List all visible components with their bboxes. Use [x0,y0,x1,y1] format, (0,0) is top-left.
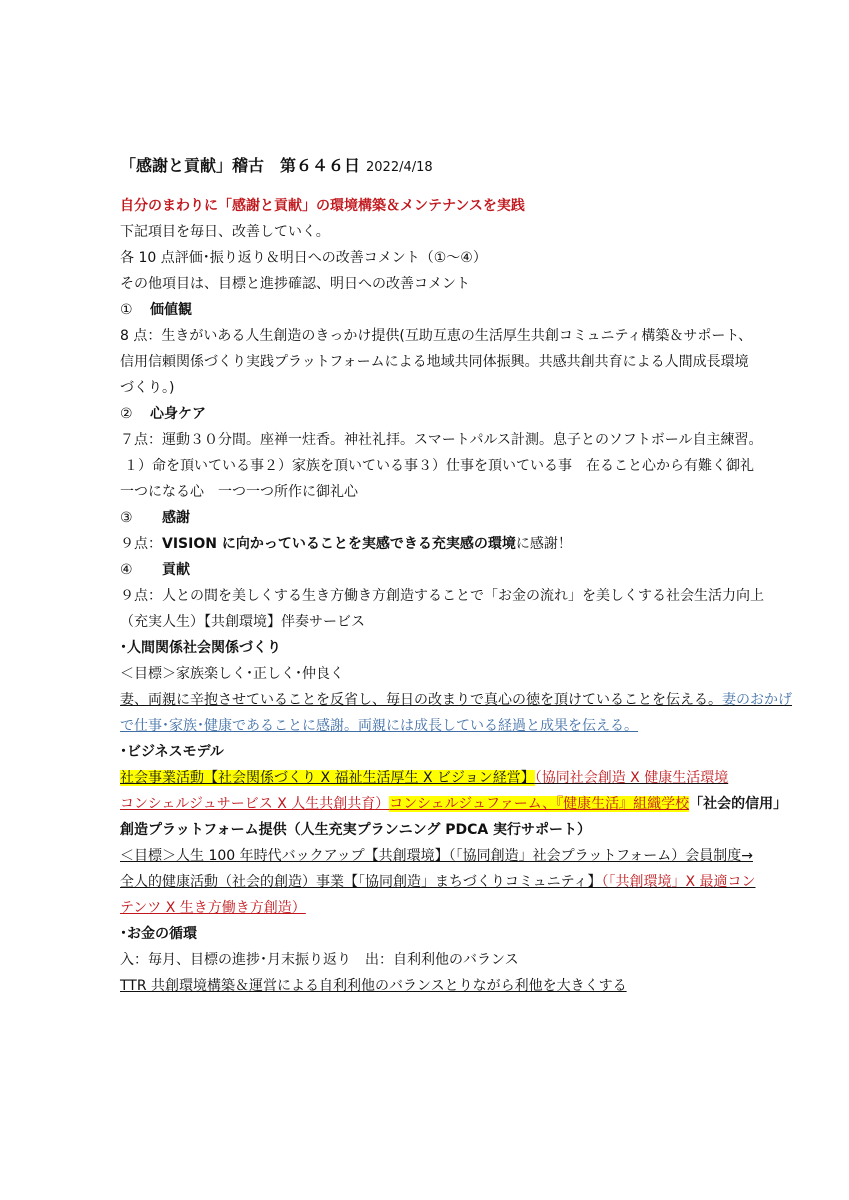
business-heading: ･ビジネスモデル [120,744,224,760]
section-label: 貢献 [162,562,190,578]
red-text: （協同社会創造 X 健康生活環境 [534,770,729,786]
values-line-1: 8 点：生きがいある人生創造のきっかけ提供(互助互恵の生活厚生共創コミュニティ構築＆サポート、 [120,328,753,344]
red-text: （「共創環境」X 最適コン [601,874,756,890]
values-line-3: づくり。) [120,380,175,396]
page-title [120,156,433,178]
contribution-line-2: （充実人生）【共創環境】伴奏サービス [120,614,365,630]
values-line-2: 信用信頼関係づくり実践プラットフォームによる地域共同体振興。共感共創共育による人間成長環境 [120,354,749,370]
highlighted-red-text: コンシェルジュファーム、『健康生活』組織学校 [389,796,690,812]
highlighted-text: 社会事業活動【社会関係づくり X 福祉生活厚生 X ビジョン経営】 [120,770,535,786]
gratitude-suffix: に感謝！ [515,536,572,552]
title-date: 2022/4/18 [366,160,433,175]
section-values-heading [120,300,192,320]
money-line-2: TTR 共創環境構築＆運営による自利利他のバランスとりながら利他を大きくする [120,978,627,994]
business-line-1 [120,768,728,788]
section-number: ① [120,302,133,318]
intro-line-2: 各 10 点評価･振り返り＆明日への改善コメント（①～④） [120,250,487,266]
intro-line-1: 下記項目を毎日、改善していく。 [120,224,330,240]
section-number: ② [120,406,133,422]
care-line-3: 一つになる心 一つ一つ所作に御礼心 [120,484,358,500]
subtitle: 自分のまわりに「感謝と貢献」の環境構築＆メンテナンスを実践 [120,198,525,214]
relations-line-2: で仕事･家族･健康であることに感謝。両親には成長している経過と成果を伝える。 [120,718,638,734]
bold-text: 「社会的信用」 [689,796,788,812]
gratitude-line [120,534,572,554]
care-line-2: １）命を頂いている事２）家族を頂いている事３）仕事を頂いている事 在ること心から有難く御礼 [124,458,754,474]
red-text: コンシェルジュサービス X 人生共創共育） [120,796,390,812]
title-text: 「感謝と貢献」稽古 第６４６日 [120,156,361,175]
section-label: 心身ケア [150,406,206,422]
business-line-4: ＜目標＞人生 100 年時代バックアップ【共創環境】（「協同創造」社会プラットフォーム）会員制度→ [120,848,753,864]
section-contribution-heading [120,560,190,580]
section-number: ③ [120,510,133,526]
intro-line-3: その他項目は、目標と進捗確認、明日への改善コメント [120,276,470,292]
relations-text: 妻、両親に辛抱させていることを反省し、毎日の改まりで真心の徳を頂けていることを伝える。 [120,692,722,708]
care-line-1: ７点：運動３０分間。座禅一炷香。神社礼拝。スマートパルス計測。息子とのソフトボール自主練習。 [120,432,763,448]
business-line-5 [120,872,756,892]
section-label: 感謝 [162,510,190,526]
business-line-2 [120,794,787,814]
business-line-3: 創造プラットフォーム提供（人生充実プランニング PDCA 実行サポート） [120,822,592,838]
plain-text: 全人的健康活動（社会的創造）事業【「協同創造」まちづくりコミュニティ】 [120,874,602,890]
section-care-heading [120,404,206,424]
relations-heading: ･人間関係社会関係づくり [120,640,281,656]
relations-blue-text: 妻のおかげ [722,692,792,708]
contribution-line-1: ９点：人との間を美しくする生き方働き方創造することで「お金の流れ」を美しくする社会生活力向上 [120,588,764,604]
section-label: 価値観 [150,302,192,318]
gratitude-bold: VISION に向かっていることを実感できる充実感の環境 [162,536,516,552]
section-number: ④ [120,562,133,578]
money-line-1: 入：毎月、目標の進捗･月末振り返り 出：自利利他のバランス [120,952,519,968]
section-gratitude-heading [120,508,190,528]
relations-line-1 [120,690,792,710]
gratitude-score: ９点： [120,536,162,552]
business-line-6: テンツ X 生き方働き方創造） [120,900,306,916]
money-heading: ･お金の循環 [120,926,197,942]
relations-goal: ＜目標＞家族楽しく･正しく･仲良く [120,666,344,682]
